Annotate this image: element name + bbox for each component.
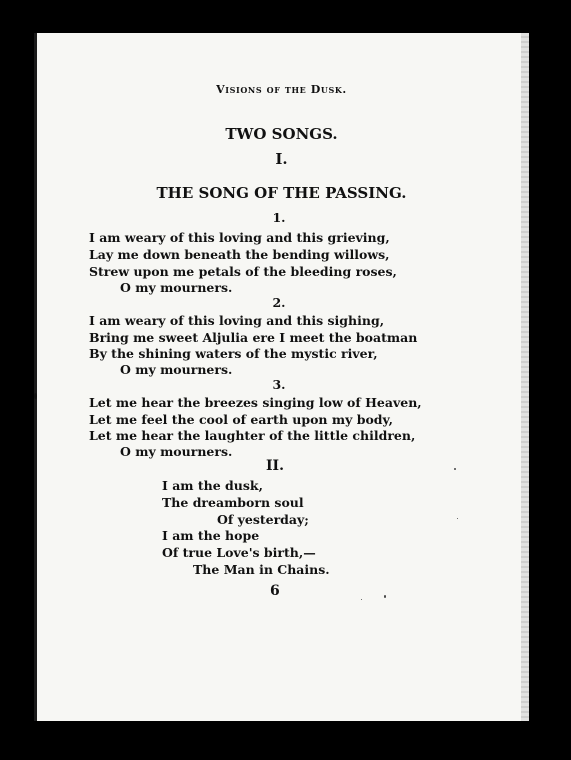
poem-line: Of true Love's birth,— (162, 545, 316, 560)
scan-speck (384, 595, 386, 598)
poem-title: THE SONG OF THE PASSING. (156, 184, 407, 202)
stanza-number: 2. (272, 295, 286, 310)
scan-speck (34, 393, 37, 399)
scan-speck (454, 468, 456, 470)
poem-line: I am the hope (162, 528, 260, 543)
poem-line: Let me hear the breezes singing low of Heaven, (89, 395, 422, 410)
poem-line: Let me feel the cool of earth upon my body, (89, 412, 393, 427)
section-title: TWO SONGS. (225, 125, 338, 143)
part-two-numeral: II. (266, 458, 284, 474)
poem-line: I am weary of this loving and this sighing, (89, 313, 385, 328)
book-page (34, 33, 529, 721)
poem-refrain: O my mourners. (120, 280, 233, 295)
stanza-number: 3. (272, 377, 286, 392)
poem-line: Let me hear the laughter of the little children, (89, 428, 416, 443)
scan-speck (361, 599, 362, 600)
poem-line: The Man in Chains. (193, 562, 330, 577)
part-one-numeral: I. (275, 150, 288, 168)
poem-line: By the shining waters of the mystic river, (89, 346, 378, 361)
poem-line: The dreamborn soul (162, 495, 304, 510)
poem-line: I am weary of this loving and this grieving, (89, 230, 390, 245)
poem-refrain: O my mourners. (120, 444, 233, 459)
stanza-number: 1. (272, 210, 286, 225)
poem-refrain: O my mourners. (120, 362, 233, 377)
poem-line: Strew upon me petals of the bleeding roses, (89, 264, 397, 279)
page-number: 6 (270, 583, 280, 599)
poem-line: Of yesterday; (217, 512, 309, 527)
poem-line: Bring me sweet Aljulia ere I meet the boatman (89, 330, 418, 345)
scan-speck (457, 518, 458, 519)
running-head: Visions of the Dusk. (216, 83, 347, 96)
poem-line: Lay me down beneath the bending willows, (89, 247, 390, 262)
poem-line: I am the dusk, (162, 478, 263, 493)
